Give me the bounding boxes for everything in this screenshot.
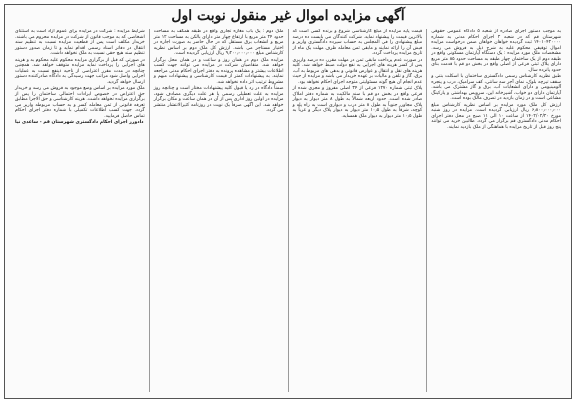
paragraph: در صورتی که قبل از برگزاری مزایده محکوم علیه محکوم به و هزینه های اجرایی را پرداخت نماید مزایده متوقف خواهد شد. همچنین چنانچه در مدت مقرر اعتراضی از ناحیه ذینفع نسبت به عملیات اجرایی واصل شود مراتب جهت رسیدگی به دادگاه صادرکننده دستور ارسال خواهد گردید.: [15, 57, 145, 85]
notice-page: [4, 4, 572, 399]
paragraph: پلاک ثبتی شماره ۱۲۷۰ فرعی از ۳۴ اصلی مفروز و مجزی شده از فرعی واقع در بخش دو قم با سند مالکیت به شماره دفتر املاک صادر شده است. حدود اربعه شمالاً به طول ۸ متر دیوار به دیوار پلاک مجاور، جنوباً به طول ۸ متر درب و دیواری است به راه پله و کوچه، شرقاً به طول ۱۰٫۵ متر دیوار به دیوار پلاک دیگر و غرباً به طول ۱۰٫۵ متر دیوار به دیوار ملک همسایه.: [292, 86, 423, 119]
paragraph: مزایده ملک دوم در همان روز و ساعت و در همان محل برگزار خواهد شد. متقاضیان شرکت در مزایده می توانند جهت کسب اطلاعات بیشتر و مشاهده پرونده به دفتر اجرای احکام مدنی مراجعه نمایند. به پیشنهادات کمتر از قیمت کارشناسی و پیشنهادات مبهم و مشروط ترتیب اثر داده نخواهد شد.: [153, 57, 284, 85]
paragraph: ارزش کل ملک مورد مزایده بر اساس نظریه کارشناس مبلغ ۶٫۸۰۰٫۰۰۰٫۰۰۰ ریال ارزیابی گردیده است. مزایده در روز شنبه مورخ ۱۴۰۲/۰۲/۲۰ از ساعت ۱۰ الی ۱۱ صبح در محل دفتر اجرای احکام مدنی دادگستری قم برگزار می گردد. طالبین خرید می توانند پنج روز قبل از تاریخ مزایده با هماهنگی از ملک بازدید نمایند.: [431, 102, 561, 130]
notice-title: آگهی مزایده اموال غیر منقول نوبت اول: [171, 8, 405, 24]
notice-column-4: [11, 29, 149, 392]
notice-column-3: [149, 29, 288, 392]
paragraph: در صورت عدم پرداخت مابقی ثمن در مهلت مقرر، ده درصد واریزی پس از کسر هزینه های اجرایی به نفع دولت ضبط خواهد شد. کلیه هزینه های نقل و انتقال و عوارض قانونی و بدهی های مربوط به آب، برق، گاز و تلفن و مالیات بر عهده خریدار می باشد و مزایده از حیث عدم انجام آن هیچ گونه مسئولیتی متوجه اجرای احکام نخواهد بود.: [292, 57, 423, 85]
paragraph: به موجب دستور اجرای صادره از شعبه ۵ دادگاه عمومی حقوقی شهرستان قم که در شعبه ۲ اجرای احکام مدنی به شماره ۱۴۰۱۰۴۲۰۰۰۰ ثبت گردیده خواهان خواهان ضمن درخواست مزایده اموال توقیفی محکوم علیه به شرح ذیل به فروش می رسد. مشخصات ملک مورد مزایده : یک دستگاه آپارتمان مسکونی واقع در طبقه دوم از یک ساختمان چهار طبقه به مساحت حدود ۸۵ متر مربع دارای پلاک ثبتی فرعی از اصلی واقع در بخش دو قم با قدمت بنای حدود پانزده سال.: [431, 29, 561, 73]
notice-columns: [11, 29, 565, 392]
paragraph: ضمناً دادگاه در رد یا قبول کلیه پیشنهادات مختار است و چنانچه روز مزایده به علت تعطیلی رسمی یا هر علت دیگری مصادف شود، مزایده در اولین روز اداری پس از آن در همان ساعت و مکان برگزار خواهد شد. این آگهی صرفاً یک نوبت در روزنامه کثیرالانتشار منتشر می گردد.: [153, 86, 284, 113]
notice-column-2: [288, 29, 427, 392]
paragraph: شرایط مزایده : شرکت در مزایده برای عموم آزاد است به استثنای اشخاصی که به موجب قانون از شرکت در مزایده محروم می باشند. خریدار مکلف است پس از قطعیت مزایده نسبت به تنظیم سند انتقال در دفاتر اسناد رسمی اقدام نماید و تا زمان صدور دستور تنظیم سند هیچ حقی نسبت به ملک نخواهد داشت.: [15, 29, 145, 56]
paragraph: ملک دوم : یک باب مغازه تجاری واقع در طبقه همکف به مساحت حدود ۲۴ متر مربع با ارتفاع چهار متر دارای بالکن به مساحت ۱۲ متر مربع و انشعاب برق مستقل که در حال حاضر به صورت اجاره در اختیار مستاجر می باشد. ارزش کل ملک دوم بر اساس نظریه کارشناس مبلغ ۹٫۲۰۰٫۰۰۰٫۰۰۰ ریال ارزیابی گردیده است.: [153, 29, 284, 56]
paragraph: طبق نظریه کارشناس رسمی دادگستری ساختمان با اسکلت بتنی و سقف تیرچه بلوک، نمای آجر سه سانتی، کف سرامیک، درب و پنجره آلومینیومی و دارای انشعابات آب، برق و گاز مشترک می باشد. آپارتمان دارای دو خواب، آشپزخانه اپن، سرویس بهداشتی و پارکینگ مشاعی است و در زمان بازدید در تصرف مالک بوده است.: [431, 74, 561, 101]
paragraph: ملک مورد مزایده بر اساس وضع موجود به فروش می رسد و خریدار حق اعتراض در خصوص ایرادات احتمالی ساختمان را پس از برگزاری مزایده نخواهد داشت. هزینه کارشناسی و حق الاجرا مطابق تعرفه قانونی از ثمن معامله کسر و به حساب مربوطه واریز می گردد. جهت کسب اطلاعات تکمیلی با شماره دفتر اجرای احکام تماس حاصل فرمایید.: [15, 86, 145, 119]
signature: دادورز اجرای احکام دادگستری شهرستان قم - ساعدی نیا: [15, 120, 144, 125]
notice-column-1: [426, 29, 565, 392]
paragraph: قیمت پایه مزایده از مبلغ کارشناسی شروع و برنده کسی است که بالاترین قیمت را پیشنهاد نماید. شرکت کنندگان می بایست ده درصد مبلغ پیشنهادی را فی المجلس به حساب سپرده دادگستری واریز و فیش آن را ارائه نمایند و مابقی ثمن معامله ظرف مهلت یک ماه از تاریخ مزایده پرداخت گردد.: [292, 29, 423, 56]
